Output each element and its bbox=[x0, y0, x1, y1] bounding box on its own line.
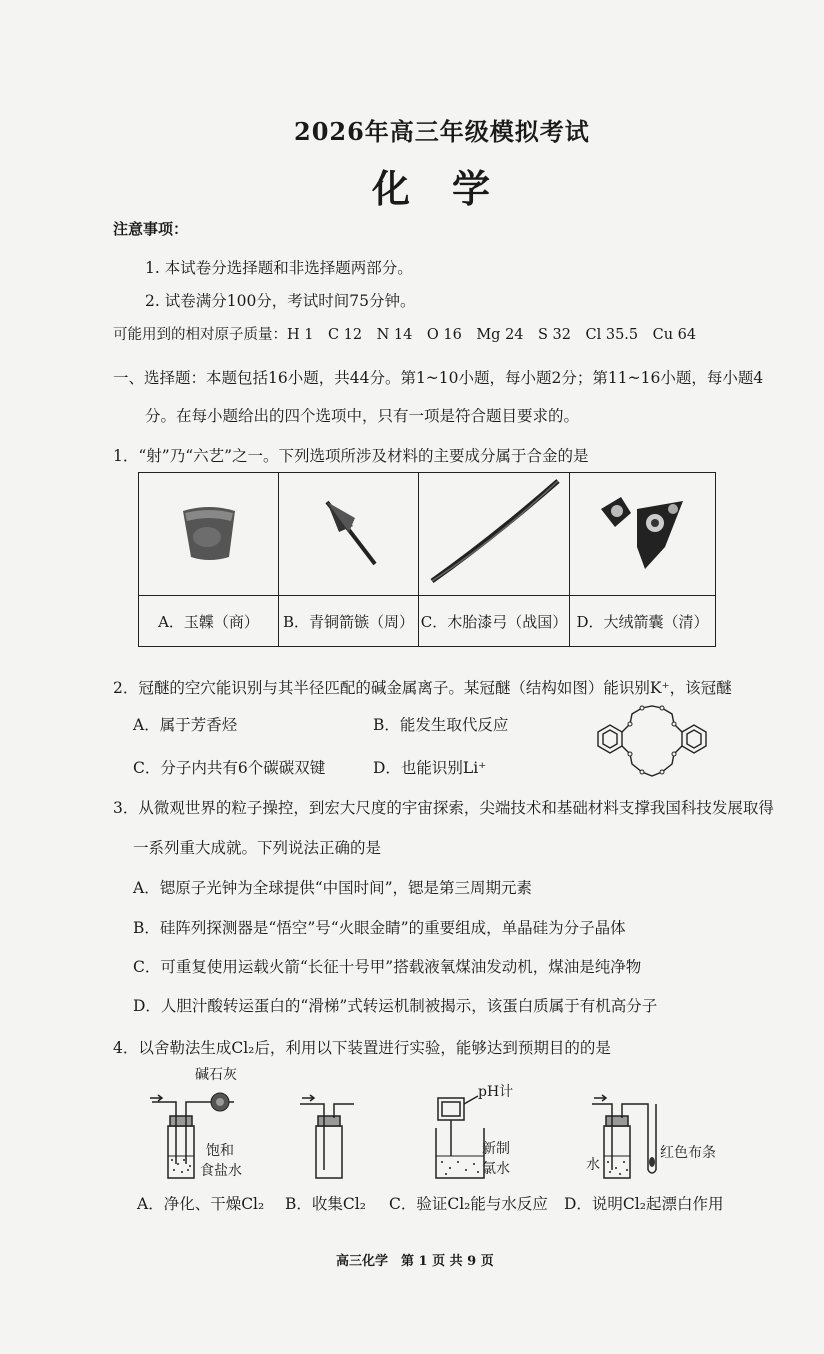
jade-thumb-ring-image bbox=[169, 497, 249, 567]
section1-line2: 分。在每小题给出的四个选项中，只有一项是符合题目要求的。 bbox=[145, 407, 580, 425]
q3-stem-line2: 一系列重大成就。下列说法正确的是 bbox=[133, 839, 382, 857]
q2-option-a: A．属于芳香烃 bbox=[133, 716, 238, 734]
atomic-masses: 可能用到的相对原子质量：H 1 C 12 N 14 O 16 Mg 24 S 32 Cl 35.5 Cu 64 bbox=[113, 327, 697, 343]
q4-option-c: C．验证Cl₂能与水反应 bbox=[389, 1195, 548, 1213]
q4-stem: 4．以舍勒法生成Cl₂后，利用以下装置进行实验，能够达到预期目的的是 bbox=[113, 1039, 611, 1057]
q1-image-d bbox=[570, 473, 716, 596]
label-soda-lime: 碱石灰 bbox=[195, 1067, 237, 1083]
q1-option-a: A．玉韘（商） bbox=[139, 596, 279, 647]
notice-heading: 注意事项： bbox=[113, 220, 189, 238]
q1-option-b: B．青铜箭镞（周） bbox=[279, 596, 419, 647]
bronze-arrowhead-image bbox=[309, 492, 389, 572]
q1-image-b bbox=[279, 473, 419, 596]
q3-option-b: B．硅阵列探测器是“悟空”号“火眼金睛”的重要组成，单晶硅为分子晶体 bbox=[133, 919, 626, 937]
q1-stem: 1．“射”乃“六艺”之一。下列选项所涉及材料的主要成分属于合金的是 bbox=[113, 447, 589, 465]
q2-option-d: D．也能识别Li⁺ bbox=[373, 759, 487, 777]
notice-item-1: 1. 本试卷分选择题和非选择题两部分。 bbox=[145, 259, 413, 277]
page-footer: 高三化学 第 1 页 共 9 页 bbox=[336, 1254, 494, 1269]
q4-option-b: B．收集Cl₂ bbox=[285, 1195, 366, 1213]
q1-option-c: C．木胎漆弓（战国） bbox=[419, 596, 570, 647]
label-water: 水 bbox=[586, 1157, 600, 1173]
quiver-image bbox=[593, 487, 693, 577]
label-red-strip: 红色布条 bbox=[660, 1145, 716, 1161]
notice-item-2: 2. 试卷满分100分，考试时间75分钟。 bbox=[145, 292, 416, 310]
q1-option-d: D．大绒箭囊（清） bbox=[570, 596, 716, 647]
label-fresh-1: 新制 bbox=[482, 1141, 510, 1157]
q2-option-c: C．分子内共有6个碳碳双键 bbox=[133, 759, 326, 777]
exam-title: 2026年高三年级模拟考试 bbox=[294, 117, 590, 146]
lacquered-bow-image bbox=[424, 477, 564, 587]
q1-options-table bbox=[138, 472, 716, 647]
apparatus-b-collecting-bottle bbox=[296, 1090, 356, 1184]
q3-option-d: D．人胆汁酸转运蛋白的“滑梯”式转运机制被揭示，该蛋白质属于有机高分子 bbox=[133, 997, 658, 1015]
q3-option-a: A．锶原子光钟为全球提供“中国时间”，锶是第三周期元素 bbox=[133, 879, 533, 897]
label-saturated-2: 食盐水 bbox=[200, 1163, 242, 1179]
label-fresh-2: 氯水 bbox=[482, 1161, 510, 1177]
q2-stem: 2．冠醚的空穴能识别与其半径匹配的碱金属离子。某冠醚（结构如图）能识别K⁺，该冠醚 bbox=[113, 679, 732, 697]
q2-option-b: B．能发生取代反应 bbox=[373, 716, 509, 734]
q1-image-c bbox=[419, 473, 570, 596]
q4-option-a: A．净化、干燥Cl₂ bbox=[137, 1195, 265, 1213]
section1-line1: 一、选择题：本题包括16小题，共44分。第1~10小题，每小题2分；第11~16小题，每小题4 bbox=[113, 369, 764, 387]
label-saturated-1: 饱和 bbox=[206, 1143, 234, 1159]
subject-title: 化学 bbox=[372, 166, 533, 211]
q3-option-c: C．可重复使用运载火箭“长征十号甲”搭载液氧煤油发动机，煤油是纯净物 bbox=[133, 958, 642, 976]
q3-stem-line1: 3．从微观世界的粒子操控，到宏大尺度的宇宙探索，尖端技术和基础材料支撑我国科技发展取得 bbox=[113, 799, 774, 817]
apparatus-d-wash-bottle-tube bbox=[590, 1090, 670, 1184]
label-ph-meter: pH计 bbox=[478, 1084, 514, 1100]
crown-ether-structure bbox=[588, 702, 716, 784]
q4-option-d: D．说明Cl₂起漂白作用 bbox=[564, 1195, 724, 1213]
q1-image-a bbox=[139, 473, 279, 596]
